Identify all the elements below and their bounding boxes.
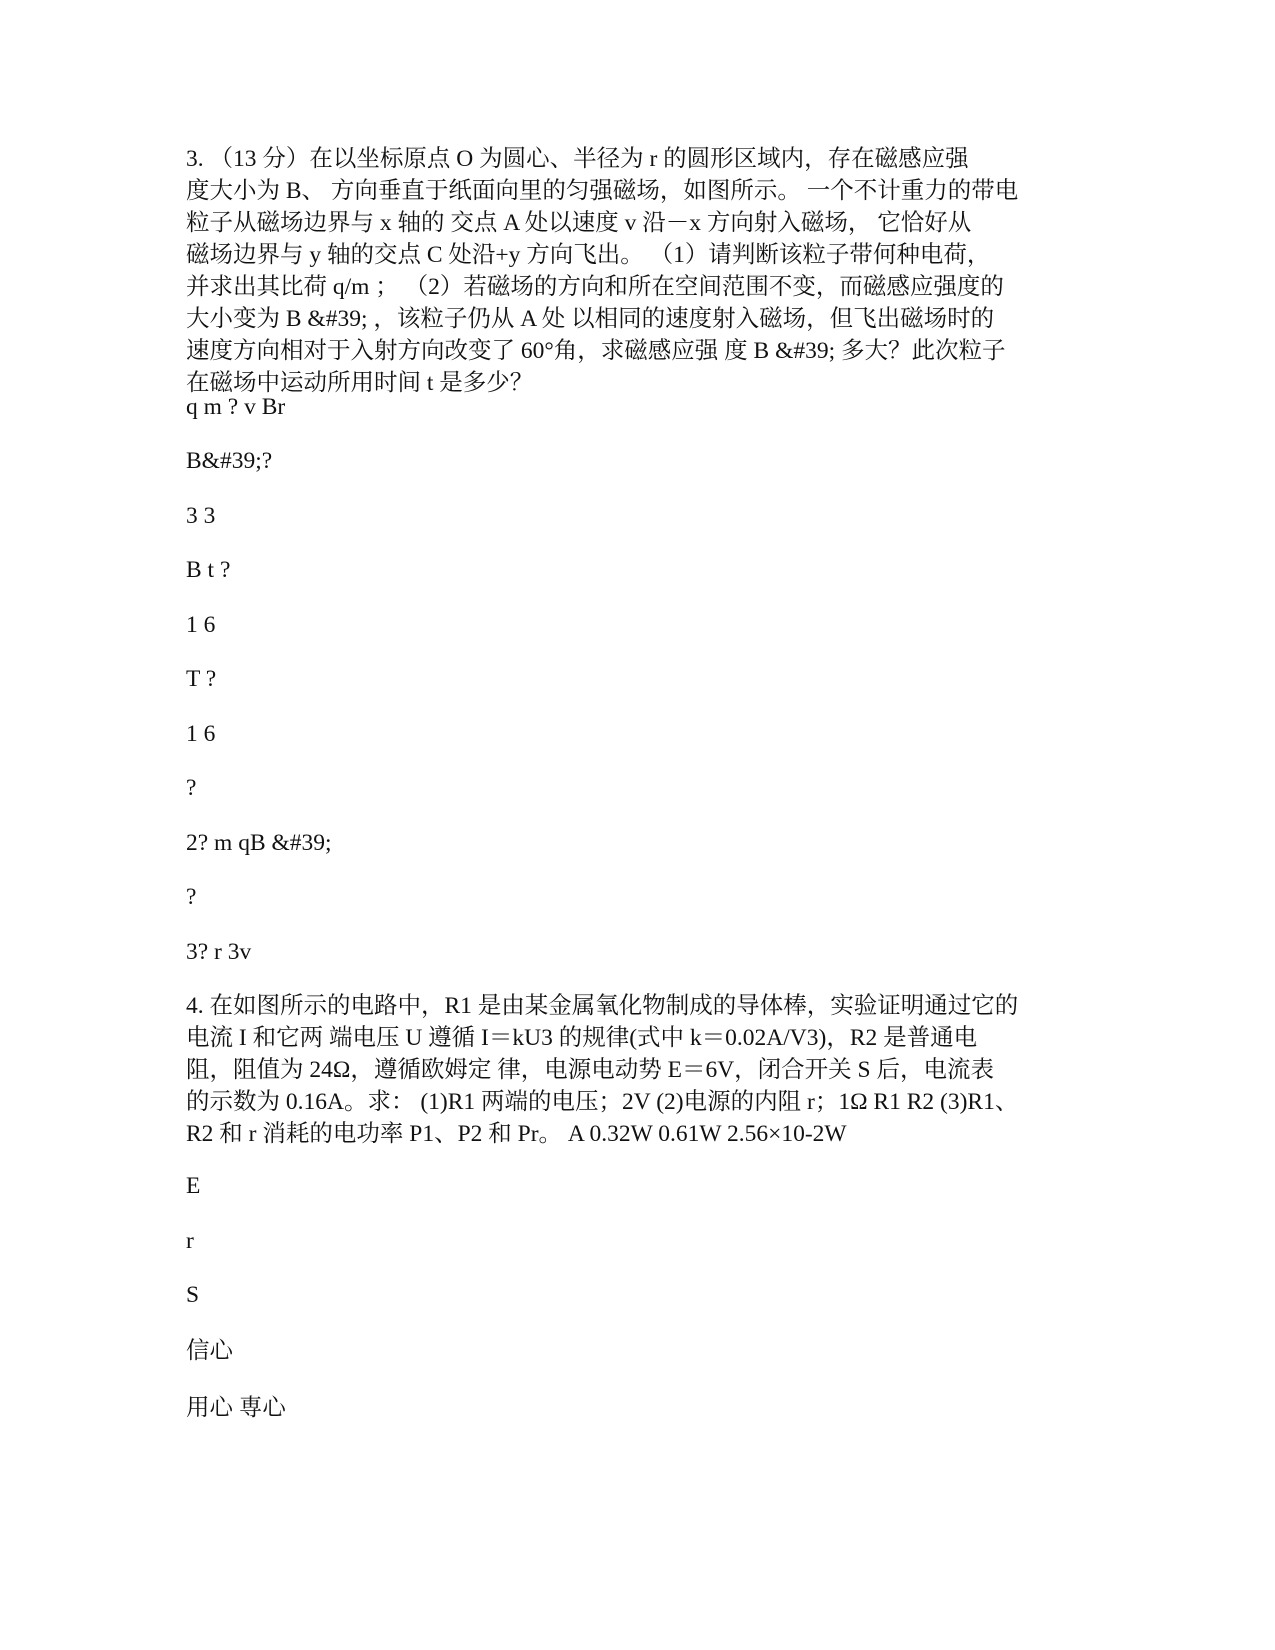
answer-fragment: 1 6	[186, 612, 216, 638]
circuit-label-switch: S	[186, 1282, 200, 1308]
problem-4-line: R2 和 r 消耗的电功率 P1、P2 和 Pr。 A 0.32W 0.61W 2.56×10-2W	[186, 1121, 847, 1147]
problem-3-line: 磁场边界与 y 轴的交点 C 处沿+y 方向飞出。 （1）请判断该粒子带何种电荷，	[186, 242, 991, 268]
problem-4-line: 4. 在如图所示的电路中，R1 是由某金属氧化物制成的导体棒，实验证明通过它的	[186, 993, 1019, 1019]
problem-3-line: 3. （13 分）在以坐标原点 O 为圆心、半径为 r 的圆形区域内，存在磁感应强	[186, 146, 969, 172]
problem-3-line: 粒子从磁场边界与 x 轴的 交点 A 处以速度 v 沿－x 方向射入磁场， 它恰好从	[186, 210, 972, 236]
problem-4-line: 的示数为 0.16A。求： (1)R1 两端的电压；2V (2)电源的内阻 r；1Ω R1 R2 (3)R1、	[186, 1089, 1019, 1115]
problem-4-text	[186, 990, 1086, 1150]
answer-fragment: ?	[186, 884, 197, 910]
answer-fragment: T ?	[186, 666, 217, 692]
footer-line-2: 用心 専心	[186, 1395, 286, 1421]
answer-fragment: q m ? v Br	[186, 394, 286, 420]
answer-fragment: B t ?	[186, 557, 231, 583]
circuit-label-resistance: r	[186, 1228, 194, 1254]
problem-3-line: 度大小为 B、 方向垂直于纸面向里的匀强磁场，如图所示。 一个不计重力的带电	[186, 178, 1019, 204]
problem-4-line: 阻，阻值为 24Ω，遵循欧姆定 律，电源电动势 E＝6V，闭合开关 S 后，电流表	[186, 1057, 994, 1083]
circuit-label-emf: E	[186, 1173, 201, 1199]
problem-3-line: 速度方向相对于入射方向改变了 60°角，求磁感应强 度 B &#39; 多大？此次粒子	[186, 338, 1006, 364]
answer-fragment: 2? m qB &#39;	[186, 830, 332, 856]
answer-fragment: 3 3	[186, 503, 216, 529]
problem-4-line: 电流 I 和它两 端电压 U 遵循 I＝kU3 的规律(式中 k＝0.02A/V3)，R2 是普通电	[186, 1025, 978, 1051]
problem-3-line: 在磁场中运动所用时间 t 是多少？	[186, 370, 534, 396]
problem-3-line: 大小变为 B &#39; ，该粒子仍从 A 处 以相同的速度射入磁场，但飞出磁场时的	[186, 306, 995, 332]
answer-fragment: B&#39;?	[186, 448, 273, 474]
problem-3-line: 并求出其比荷 q/m ； （2）若磁场的方向和所在空间范围不变，而磁感应强度的	[186, 274, 1004, 300]
answer-fragment: ?	[186, 775, 197, 801]
problem-3-text	[186, 143, 1086, 399]
footer-line-1: 信心	[186, 1338, 233, 1364]
answer-fragment: 1 6	[186, 721, 216, 747]
answer-fragment: 3? r 3v	[186, 939, 252, 965]
